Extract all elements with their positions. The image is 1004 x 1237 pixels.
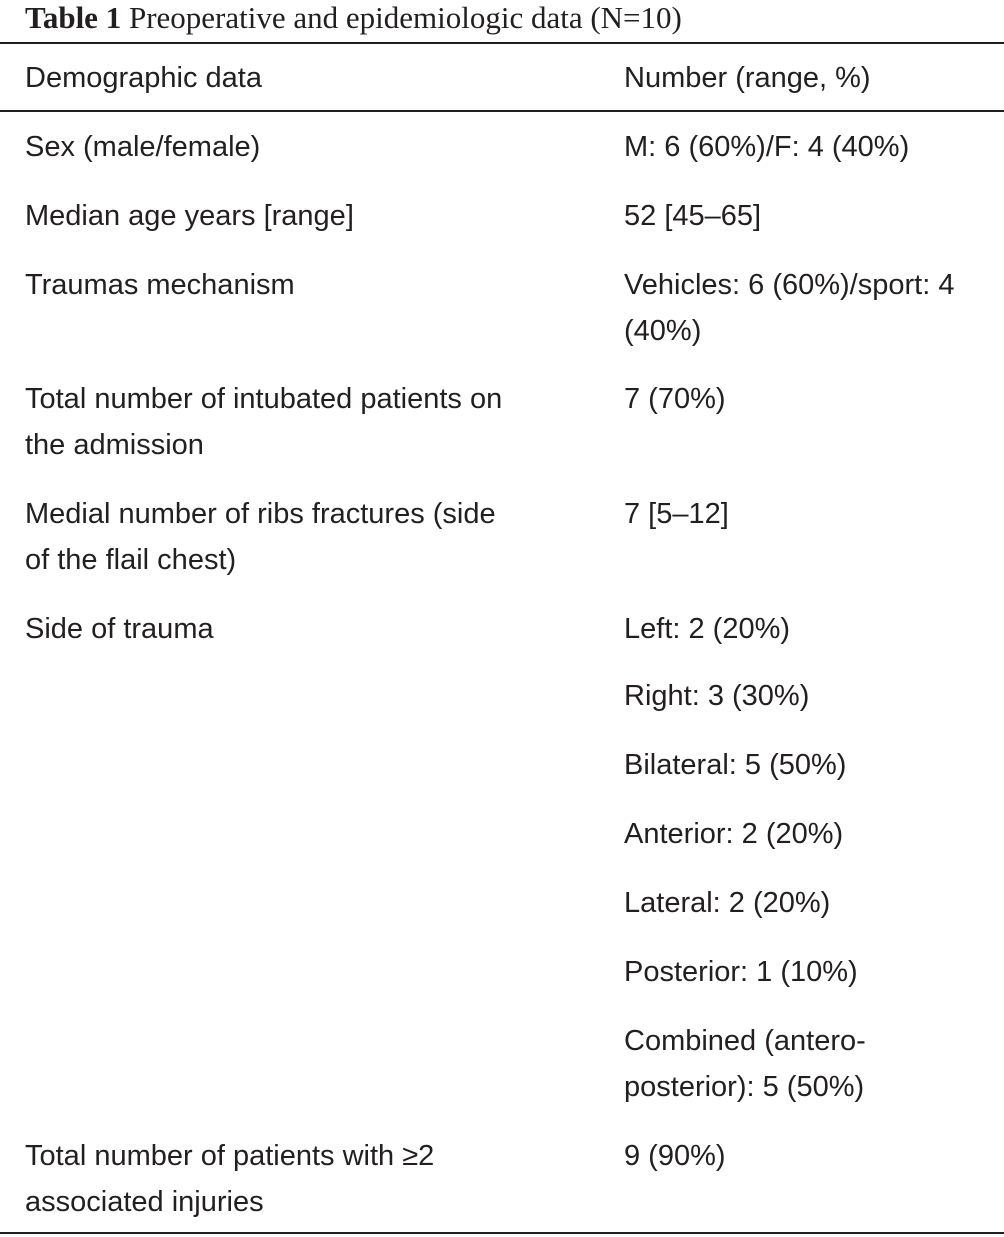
row-value-line: Bilateral: 5 (50%) [624,749,847,781]
row-value-line: M: 6 (60%)/F: 4 (40%) [624,131,910,163]
row-value-cell [624,1018,1004,1110]
row-label-cell [25,1133,595,1225]
table-top-rule [0,42,1004,44]
table-header-rule [0,110,1004,112]
row-label-cell [25,262,595,308]
row-value-line: 7 [5–12] [624,498,729,530]
row-value-cell [624,949,1004,995]
row-label-line: Total number of intubated patients on [25,383,503,415]
row-label-cell [25,193,595,239]
row-label-line: Sex (male/female) [25,131,261,163]
table-bottom-rule [0,1232,1004,1234]
row-value-line: 7 (70%) [624,383,726,415]
row-value-line: posterior): 5 (50%) [624,1071,865,1103]
row-label-cell [25,376,595,468]
header-number-range: Number (range, %) [624,62,871,94]
row-label-cell [25,491,595,583]
row-value-cell [624,673,1004,719]
table-caption [25,0,682,40]
row-value-line: (40%) [624,315,702,347]
row-value-cell [624,124,1004,170]
row-label-cell [25,606,595,652]
table-caption-label: Table 1 [25,0,122,35]
row-label-line: associated injuries [25,1186,264,1218]
row-value-line: 52 [45–65] [624,200,762,232]
row-value-line: Posterior: 1 (10%) [624,956,858,988]
row-value-cell [624,811,1004,857]
row-value-line: Right: 3 (30%) [624,680,810,712]
row-value-cell [624,376,1004,422]
row-label-line: Total number of patients with ≥2 [25,1140,435,1172]
row-value-line: Vehicles: 6 (60%)/sport: 4 [624,269,955,301]
row-label-line: Medial number of ribs fractures (side [25,498,496,530]
row-value-cell [624,262,1004,354]
row-label-line: Side of trauma [25,613,214,645]
row-value-line: Anterior: 2 (20%) [624,818,844,850]
table-caption-text: Preoperative and epidemiologic data (N=10) [128,0,682,35]
header-demographic-data: Demographic data [25,62,262,94]
row-value-cell [624,606,1004,652]
row-value-cell [624,491,1004,537]
row-value-cell [624,193,1004,239]
row-value-line: Left: 2 (20%) [624,613,791,645]
row-label-line: Median age years [range] [25,200,354,232]
row-label-line: the admission [25,429,204,461]
row-label-line: of the flail chest) [25,544,237,576]
row-value-cell [624,742,1004,788]
row-value-cell [624,1133,1004,1179]
table-header-row [0,55,1004,101]
row-label-line: Traumas mechanism [25,269,295,301]
row-label-cell [25,124,595,170]
row-value-cell [624,880,1004,926]
row-value-line: Combined (antero- [624,1025,866,1057]
row-value-line: Lateral: 2 (20%) [624,887,831,919]
row-value-line: 9 (90%) [624,1140,726,1172]
